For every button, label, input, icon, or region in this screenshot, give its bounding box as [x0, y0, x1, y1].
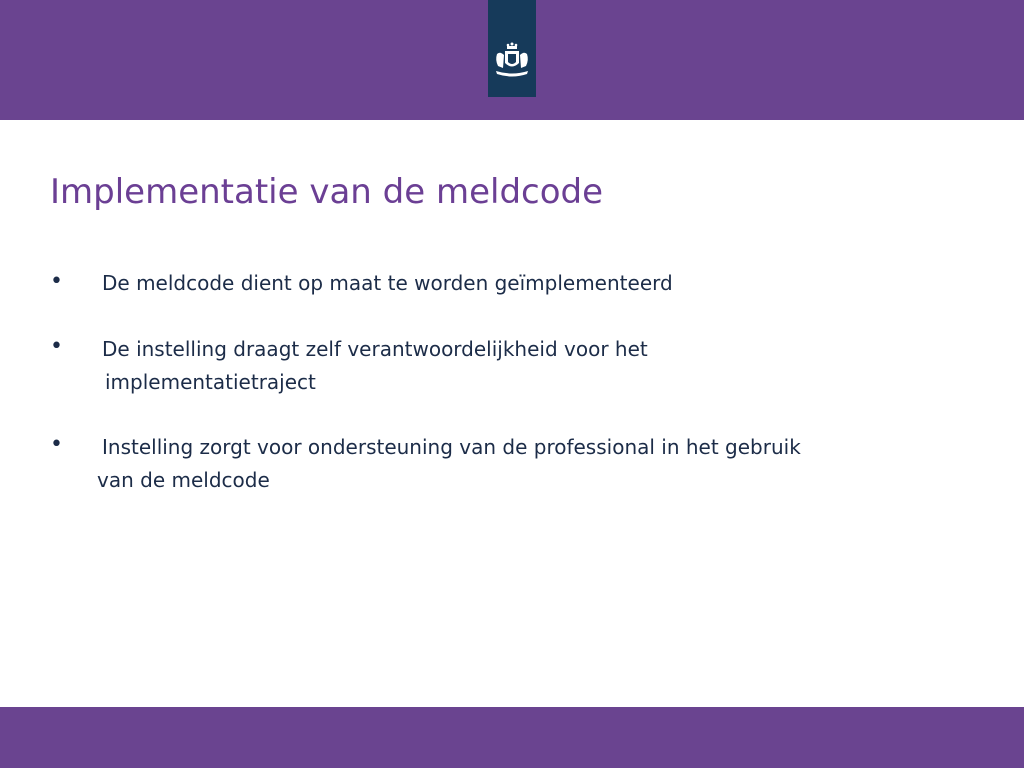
bullet-dot: •	[50, 334, 63, 359]
bullet-dot: •	[50, 432, 63, 457]
bullet-text: De instelling draagt zelf verantwoordelijkheid voor het	[102, 337, 648, 361]
footer-band	[0, 707, 1024, 768]
coat-of-arms-icon	[488, 0, 536, 97]
header-band	[0, 0, 1024, 120]
bullet-text: Instelling zorgt voor ondersteuning van de professional in het gebruik	[102, 435, 801, 459]
slide-title: Implementatie van de meldcode	[50, 172, 604, 212]
bullet-text: De meldcode dient op maat te worden geïmplementeerd	[102, 271, 673, 295]
logo-block	[488, 0, 536, 97]
bullet-dot: •	[50, 269, 63, 294]
bullet-text-continuation: implementatietraject	[105, 370, 316, 394]
bullet-text-continuation: van de meldcode	[97, 468, 270, 492]
